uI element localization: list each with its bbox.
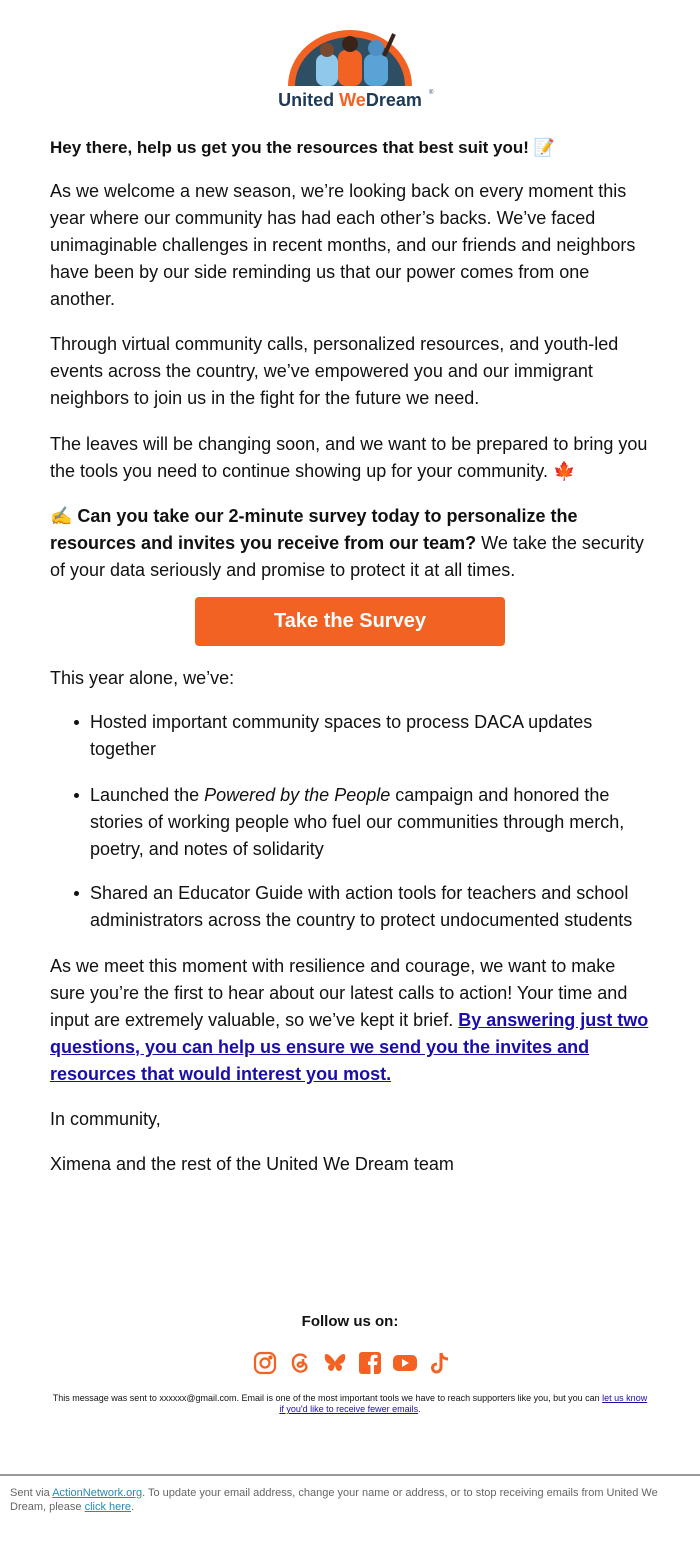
threads-icon[interactable]	[287, 1350, 313, 1376]
footer-divider	[0, 1474, 700, 1476]
bluesky-icon[interactable]	[322, 1350, 348, 1376]
unsubscribe-link[interactable]: click here	[84, 1501, 132, 1513]
signoff: In community,	[50, 1109, 161, 1129]
social-icons	[252, 1350, 453, 1376]
survey-link[interactable]: By answering just two questions, you can help us ensure we send you the invites and resources that would interest you most.	[50, 1010, 649, 1084]
list-item: Shared an Educator Guide with action tools for teachers and school administrators across the country to protect undocumented students	[90, 880, 650, 934]
intro-paragraph: As we welcome a new season, we’re looking back on every moment this year where our community has had each other’s backs. We’ve faced unimaginable challenges in recent months, and our friends and neighbors have been by our side reminding us that our power comes from one another.	[50, 181, 636, 309]
list-item: Hosted important community spaces to process DACA updates together	[90, 709, 650, 763]
community-paragraph: Through virtual community calls, personalized resources, and youth-led events across the country, we’ve empowered you and our immigrant neighbors to join us in the fight for the future we need.	[50, 334, 619, 408]
fewer-emails-link[interactable]: let us know if you'd like to receive fewer emails	[279, 1393, 648, 1414]
greeting-heading: Hey there, help us get you the resources that best suit you! 📝	[50, 138, 555, 157]
united-we-dream-logo	[268, 28, 432, 112]
logo-united: United	[278, 90, 335, 110]
signature: Ximena and the rest of the United We Dream team	[50, 1154, 454, 1174]
season-paragraph: The leaves will be changing soon, and we want to be prepared to bring you the tools you need to continue showing up for your community. 🍁	[50, 434, 648, 481]
instagram-icon[interactable]	[252, 1350, 278, 1376]
actionnetwork-link[interactable]: ActionNetwork.org	[52, 1487, 143, 1499]
list-item: Launched the Powered by the People campaign and honored the stories of working people who fuel our communities through merch, poetry, and notes of solidarity	[90, 782, 650, 863]
facebook-icon[interactable]	[357, 1350, 383, 1376]
list-intro: This year alone, we’ve:	[50, 668, 235, 688]
youtube-icon[interactable]	[392, 1350, 418, 1376]
footer-text: Sent via ActionNetwork.org. To update your email address, change your name or address, or to stop receiving emails from United We Dream, please click here.	[10, 1487, 658, 1513]
svg-text:United WeDream: United WeDream	[278, 90, 422, 110]
email-notice: This message was sent to xxxxxx@gmail.com. Email is one of the most important tools we have to reach supporters like you, but you can let us know if you'd like to receive fewer emails.	[52, 1393, 648, 1414]
take-survey-button[interactable]: Take the Survey	[195, 597, 505, 646]
survey-ask: ✍️ Can you take our 2-minute survey today to personalize the resources and invites you receive from our team? We take the security of your data seriously and promise to protect it at all times.	[50, 506, 644, 580]
tiktok-icon[interactable]	[427, 1350, 453, 1376]
closing-paragraph: As we meet this moment with resilience and courage, we want to make sure you’re the first to hear about our latest calls to action! Your time and input are extremely valuable, so we’ve kept it brief. By answering just two questions, you can help us ensure we send you the invites and resources that would interest you most.	[50, 956, 649, 1084]
svg-text:®: ®	[429, 90, 434, 96]
follow-label: Follow us on:	[301, 1313, 399, 1330]
